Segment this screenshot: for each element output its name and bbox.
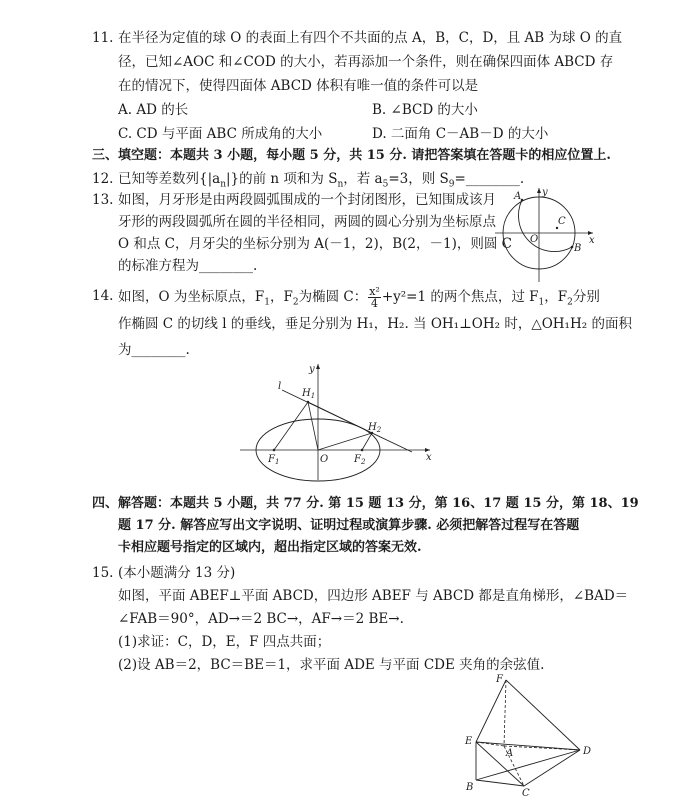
fig15-edge-ed xyxy=(476,742,580,750)
fig15-label-c: C xyxy=(522,788,530,798)
q12-number: 12. xyxy=(92,171,114,187)
fig14-label-h2: $H_2$ xyxy=(368,422,382,434)
solid-figure xyxy=(462,672,602,798)
fig14-label-f1: $F_1$ xyxy=(268,454,280,466)
q13-line1: 如图，月牙形是由两段圆弧围成的一个封闭图形，已知围成该月 xyxy=(118,192,496,208)
fig15-edge-fa xyxy=(504,680,506,746)
q14-line1: 如图，O 为坐标原点，$F_1$，$F_2$为椭圆 C： $\frac{\text{x²}}{4}$ +y²=1 的两个焦点，过 $F_1$，$F_2$分别 xyxy=(118,285,600,310)
q11-line1: 在半径为定值的球 O 的表面上有四个不共面的点 A，B，C，D，且 AB 为球 O 的直 xyxy=(118,30,623,46)
fig13-point-b xyxy=(571,246,574,249)
fig15-label-a: A xyxy=(506,748,514,759)
fig15-edge-cd xyxy=(524,750,580,786)
q14-line3: 为________. xyxy=(118,342,190,358)
fig15-edge-bd xyxy=(476,750,580,780)
ellipse-figure xyxy=(240,362,440,482)
q11-option-b: B. ∠BCD 的大小 xyxy=(372,102,478,118)
fig14-label-h1: $H_1$ xyxy=(302,388,316,400)
section3-heading: 三、填空题：本题共 3 小题，每小题 5 分，共 15 分. 请把答案填在答题卡的相应位置上. xyxy=(92,148,611,163)
q11-line2: 径，已知∠AOC 和∠COD 的大小，若再添加一个条件，则在确保四面体 ABCD 存 xyxy=(118,54,614,70)
fig13-label-b: B xyxy=(574,243,582,254)
q15-line1: 如图，平面 ABEF⊥平面 ABCD，四边形 ABEF 与 ABCD 都是直角梯形，∠BAD＝ xyxy=(118,588,629,604)
fig13-label-a: A xyxy=(514,191,522,202)
q15-part2: (2)设 AB＝2，BC＝BE＝1，求平面 ADE 与平面 CDE 夹角的余弦值. xyxy=(118,657,545,673)
q11-option-c: C. CD 与平面 ABC 所成角的大小 xyxy=(118,126,323,142)
fig15-label-b: B xyxy=(466,782,474,793)
fig13-y-arrow xyxy=(537,188,541,193)
q14-number: 14. xyxy=(92,288,114,304)
fig13-label-o: O xyxy=(530,234,539,245)
fig15-label-d: D xyxy=(583,746,592,757)
q15-number: 15. xyxy=(92,565,114,581)
fig15-edge-fe xyxy=(476,680,506,742)
fig13-label-y: y xyxy=(542,187,548,198)
ellipse-fraction: $\frac{\text{x²}}{4}$ xyxy=(369,285,380,310)
fig15-edge-fd xyxy=(506,680,580,750)
fig15-label-f: F xyxy=(496,674,503,685)
q13-line4: 的标准方程为________. xyxy=(118,258,258,274)
fig13-label-c: C xyxy=(558,216,566,227)
fig14-y-arrow xyxy=(316,364,320,369)
q12-text: 已知等差数列$\{|a_n|\}$的前 n 项和为 $S_n$，若 $a_5=3$，则 $S_9=\_\_\_\_\_\_\_\_$. xyxy=(118,171,525,190)
section4-line1: 四、解答题：本题共 5 小题，共 77 分. 第 15 题 13 分，第 16、17 题 15 分，第 18、19 xyxy=(92,496,639,511)
fig14-seg-oh1 xyxy=(308,402,318,450)
q11-option-a: A. AD 的长 xyxy=(118,102,189,118)
fig14-label-x: x xyxy=(426,452,432,463)
q15-part1: (1)求证：C，D，E，F 四点共面； xyxy=(118,634,331,650)
fig13-label-x: x xyxy=(589,235,595,246)
fig13-point-c xyxy=(556,227,558,229)
q11-line3: 在的情况下，使得四面体 ABCD 体积有唯一值的条件可以是 xyxy=(118,78,479,94)
q13-line2: 牙形的两段圆弧所在圆的半径相同，两圆的圆心分别为坐标原点 xyxy=(118,214,496,230)
fig14-label-f2: $F_2$ xyxy=(354,454,366,466)
crescent-figure xyxy=(495,186,597,286)
section4-line3: 卡相应题号指定的区域内，超出指定区域的答案无效. xyxy=(118,540,422,555)
q15-header: (本小题满分 13 分) xyxy=(118,565,236,581)
q15-line2: ∠FAB＝90°，AD→＝2 BC→，AF→＝2 BE→. xyxy=(118,611,404,627)
fig15-edge-bc xyxy=(476,780,524,786)
q14-line2: 作椭圆 C 的切线 l 的垂线，垂足分别为 H₁，H₂. 当 OH₁⊥OH₂ 时，△OH₁H₂ 的面积 xyxy=(118,316,632,332)
fig14-label-y: y xyxy=(309,364,315,375)
q13-number: 13. xyxy=(92,192,114,208)
fig14-label-l: l xyxy=(278,381,282,392)
q11-option-d: D. 二面角 C－AB－D 的大小 xyxy=(372,126,549,142)
q13-line3: O 和点 C，月牙尖的坐标分别为 A(－1，2)，B(2，－1)，则圆 C xyxy=(118,236,512,252)
fig15-edge-ec xyxy=(476,742,524,786)
fig14-label-o: O xyxy=(320,454,329,465)
q11-number: 11. xyxy=(92,30,114,46)
section4-line2: 题 17 分. 解答应写出文字说明、证明过程或演算步骤. 必须把解答过程写在答题 xyxy=(118,518,580,533)
fig15-label-e: E xyxy=(465,736,473,747)
